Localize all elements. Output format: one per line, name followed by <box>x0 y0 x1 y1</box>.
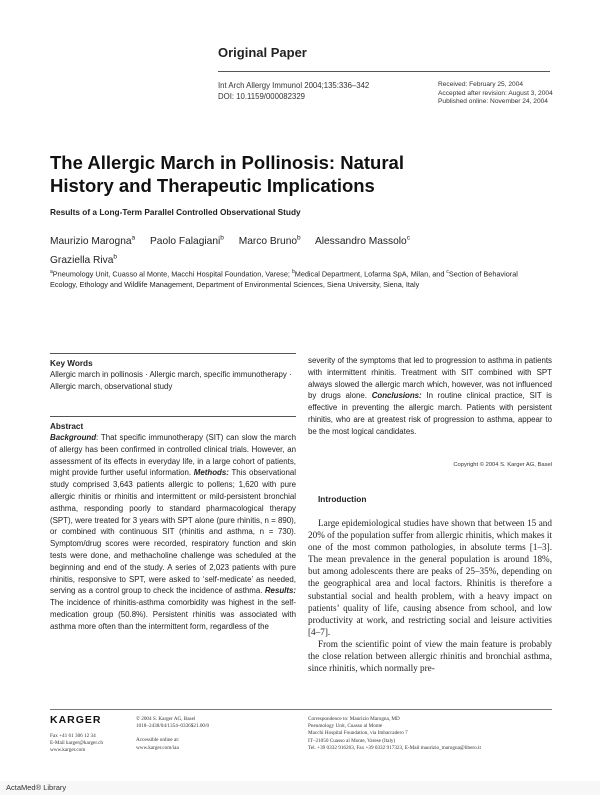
abstract-copyright: Copyright © 2004 S. Karger AG, Basel <box>453 462 552 468</box>
intro-paragraph: From the scientific point of view the main feature is probably the close relation between allergic rhinitis and bronchial asthma, since rhinitis, which normally pre- <box>308 638 552 674</box>
publisher-logo: KARGER <box>50 714 102 726</box>
doi[interactable]: DOI: 10.1159/000082329 <box>218 91 305 101</box>
keywords-heading: Key Words <box>50 359 93 368</box>
publisher-web[interactable]: www.karger.com <box>50 747 86 754</box>
correspondence-line: IT–21050 Cuasso al Monte, Varese (Italy) <box>308 737 396 744</box>
publisher-email[interactable]: E-Mail karger@karger.ch <box>50 740 103 747</box>
title-line-1: The Allergic March in Pollinosis: Natural <box>50 152 404 173</box>
accepted-date: Accepted after revision: August 3, 2004 <box>438 89 553 97</box>
correspondence-line: Macchi Hospital Foundation, via Imbarcadero 7 <box>308 730 408 737</box>
intro-paragraph: Large epidemiological studies have shown that between 15 and 20% of the population suffer from allergic rhinitis, which makes it one of the most common pathologies, in absolute terms [1–3]. The mean prevalence in the general population is around 18%, but among adolescents there are peaks of 25–35%, depending on the geographical area and local factors. Rhinitis is therefore a substantial social and health problem, with a heavy impact on patients’ quality of life, causing absence from school, and low productivity at work, and restricting social and leisure activities [4–7]. <box>308 518 552 637</box>
article-title <box>50 151 570 197</box>
correspondence <box>308 716 554 752</box>
abstract-rule <box>50 416 296 417</box>
issn-line: 1018–2438/04/1354–0336$21.00/0 <box>136 723 210 730</box>
copyright-line: © 2004 S. Karger AG, Basel <box>136 716 196 722</box>
paper-type: Original Paper <box>218 45 307 60</box>
correspondence-line: Pneumology Unit, Cuasso al Monte <box>308 723 383 730</box>
citation <box>218 81 369 102</box>
header-rule <box>218 71 550 72</box>
abstract-continued: severity of the symptoms that led to progression to asthma in patients with intermittent rhinitis. Treatment with SIT combined with SPT always slowed the allergic march which, however, was not influenced by drugs alone. Conclusions: In routine clinical practice, SIT is effective in preventing the allergic march. Patients with persistent rhinitis, who are at greatest risk of progression to asthma, appear to be the most logical candidates. <box>308 356 552 436</box>
title-line-2: History and Therapeutic Implications <box>50 175 375 196</box>
introduction-body <box>308 517 552 674</box>
author: Alessandro Massolo$^c$ <box>314 235 410 248</box>
author: Marco Bruno$^b$ <box>238 235 301 248</box>
keywords-rule <box>50 353 296 354</box>
correspondence-line: Correspondence to: Maurizio Marogna, MD <box>308 716 400 722</box>
publisher-contact <box>50 733 120 755</box>
library-label: ActaMed® Library <box>6 783 67 792</box>
published-date: Published online: November 24, 2004 <box>438 98 548 106</box>
abstract-text: Background: That specific immunotherapy (SIT) can slow the march of allergy has been confirmed in controlled clinical trials. However, an assessment of its effects in everyday life, in a large cohort of patients, might provide further useful information. Methods: This observational study comprised 3,643 patients allergic to pollens; 1,620 with pure allergic rhinitis or rhinitis and intermittent or mild-persistent bronchial asthma, responding poorly to standard pharmacological therapy (SPT), were treated for 3 years with SPT alone (pure rhinitis, n = 890), or combined with continuous SIT (rhinitis and asthma, n = 730). Symptom/drug scores were recorded, respiratory function and skin tests were done, and methacholine challenge was scheduled at the beginning and end of the study. A series of 2,023 patients with pure rhinitis, responsive to SPT, were asked to ‘self-medicate’ as needed, serving as a control group to check the incidence of asthma. Results: The incidence of rhinitis-asthma comorbidity was highest in the self-medication group (50.8%). Persistent rhinitis was associated with asthma more often than the intermittent form, regardless of the <box>50 433 296 631</box>
journal-citation: Int Arch Allergy Immunol 2004;135:336–342 <box>218 81 370 90</box>
author-list <box>50 231 550 269</box>
article-subtitle: Results of a Long-Term Parallel Controlled Observational Study <box>50 207 301 217</box>
article-copyright <box>136 716 286 752</box>
abstract-heading: Abstract <box>50 422 84 431</box>
received-date: Received: February 25, 2004 <box>438 81 524 88</box>
accessible-label: Accessible online at: <box>136 737 180 744</box>
introduction-heading: Introduction <box>318 494 367 504</box>
keywords-text: Allergic march in pollinosis · Allergic march, specific immunotherapy · Allergic march, observational study <box>50 370 292 391</box>
library-footer <box>0 781 600 795</box>
affiliations: $^a$Pneumology Unit, Cuasso al Monte, Macchi Hospital Foundation, Varese; $^b$Medical Department, Lofarma SpA, Milan, and $^c$Section of Behavioral Ecology, Ethology and Wildlife Management, Department of Environmental Sciences, Siena University, Siena, Italy <box>50 269 518 289</box>
correspondence-line: Tel. +39 0332 916203, Fax +39 0332 917323, E-Mail maurizio_marogna@libero.it <box>308 744 481 751</box>
author: Paolo Falagiani$^b$ <box>150 235 224 248</box>
publisher-fax: Fax +41 61 306 12 34 <box>50 733 96 739</box>
author: Maurizio Marogna$^a$ <box>50 235 136 248</box>
accessible-url[interactable]: www.karger.com/iaa <box>136 744 179 751</box>
publication-dates <box>438 81 553 107</box>
author: Graziella Riva$^b$ <box>50 253 118 267</box>
footer-rule <box>50 709 552 710</box>
